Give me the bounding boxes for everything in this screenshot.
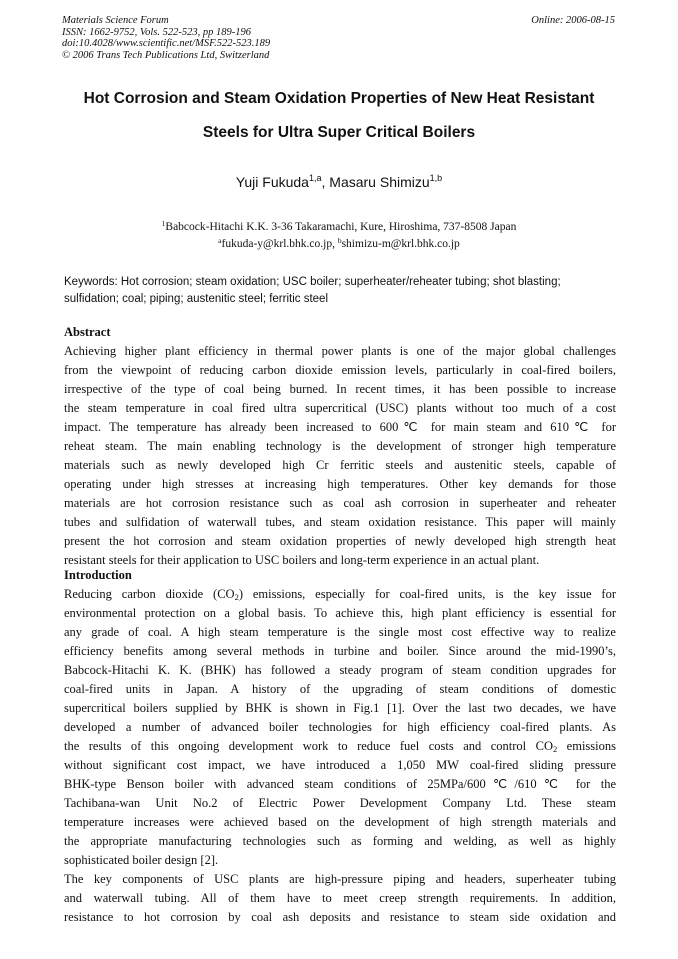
- text-line: any grade of coal. A high steam temperature is the single most cost effective way to realize: [64, 625, 616, 639]
- affiliation: [40, 221, 638, 233]
- online-date: Online: 2006-08-15: [531, 15, 615, 26]
- text-line: and waterwall tubing. All of them have to meet creep strength requirements. In addition,: [64, 891, 616, 905]
- text-line: [64, 585, 616, 604]
- paper-title-line-2: Steels for Ultra Super Critical Boilers: [202, 124, 476, 141]
- text-line: operating under high stresses at increasing high temperatures. Other key demands for those: [64, 477, 616, 491]
- text-line: tubes and sulfidation of waterwall tubes, and steam oxidation resistance. This paper will mainly: [64, 515, 616, 529]
- abstract-section: [64, 323, 616, 570]
- email-marker: a: [218, 236, 222, 245]
- journal-copyright: © 2006 Trans Tech Publications Ltd, Switzerland: [62, 49, 270, 61]
- text-line: the appropriate manufacturing technologies such as forming and welding, as well as highly: [64, 834, 616, 848]
- text-run: Reducing carbon dioxide (CO: [64, 587, 235, 601]
- text-line: irrespective of the type of coal being burned. In recent times, it has been possible to increase: [64, 382, 616, 396]
- text-run: emissions: [557, 739, 616, 753]
- journal-name: Materials Science Forum: [62, 15, 169, 26]
- text-line: Babcock-Hitachi K. K. (BHK) has followed a steady program of steam condition upgrades for: [64, 663, 616, 677]
- email-marker: b: [337, 236, 342, 245]
- text-line: without significant cost impact, we have introduced a 1,050 MW coal-fired sliding pressure: [64, 758, 616, 772]
- journal-issn: ISSN: 1662-9752, Vols. 522-523, pp 189-196: [62, 26, 251, 38]
- text-line: BHK-type Benson boiler with advanced steam conditions of 25MPa/600℃/610℃ for the: [64, 777, 616, 791]
- subscript: 2: [234, 592, 239, 602]
- journal-header: [62, 15, 615, 61]
- text-line: Achieving higher plant efficiency in thermal power plants is one of the major global challenges: [64, 344, 616, 358]
- text-line: The key components of USC plants are high-pressure piping and headers, superheater tubing: [64, 872, 616, 886]
- text-run: the results of this ongoing development work to reduce fuel costs and control CO: [64, 739, 553, 753]
- author-separator: ,: [321, 174, 330, 190]
- text-run: ) emissions, especially for coal-fired units, is the key issue for: [238, 587, 616, 601]
- text-line: from the viewpoint of reducing carbon dioxide emission levels, particularly in coal-fired boilers,: [64, 363, 616, 377]
- text-line: resistant steels for their application to USC boilers and long-term experience in an actual plant.: [64, 553, 540, 567]
- text-line: the steam temperature in coal fired ultra supercritical (USC) plants without too much of a cost: [64, 401, 616, 415]
- text-line: Tachibana-wan Unit No.2 of Electric Power Development Company Ltd. These steam: [64, 796, 616, 810]
- text-line: environmental protection on a global basis. To achieve this, high plant efficiency is essential for: [64, 606, 616, 620]
- email-link[interactable]: fukuda-y@krl.bhk.co.jp,: [221, 238, 338, 250]
- text-line: materials are hot corrosion resistance such as coal ash corrosion in superheater and reheater: [64, 496, 616, 510]
- author-affiliation-marker: 1,a: [308, 173, 322, 183]
- text-line: coal-fired units in Japan. A history of the upgrading of steam conditions of domestic: [64, 682, 616, 696]
- subscript: 2: [552, 744, 558, 754]
- affiliation-marker: 1: [161, 219, 166, 228]
- journal-doi: doi:10.4028/www.scientific.net/MSF.522-523.189: [62, 38, 271, 49]
- text-line: materials such as newly developed high Cr ferritic steels and austenitic steels, capable of: [64, 458, 616, 472]
- keywords: Keywords: Hot corrosion; steam oxidation; USC boiler; superheater/reheater tubing; shot blasting; sulfidation; coal; piping; austenitic steel; ferritic steel: [64, 276, 561, 305]
- text-line: resistance to hot corrosion by coal ash deposits and resistance to steam side oxidation and: [64, 910, 616, 924]
- text-line: efficiency benefits among several methods in turbine and boiler. Since around the mid-1990’s,: [64, 644, 616, 658]
- author-name: Yuji Fukuda: [235, 174, 309, 190]
- text-line: developed a number of advanced boiler technologies for high efficiency coal-fired plants. As: [64, 720, 616, 734]
- introduction-section: [64, 566, 616, 927]
- author-emails: [40, 238, 638, 250]
- email-link[interactable]: shimizu-m@krl.bhk.co.jp: [341, 238, 460, 250]
- author-list: [40, 174, 638, 190]
- text-line: temperature increases were achieved based on the development of high strength materials and: [64, 815, 616, 829]
- author-affiliation-marker: 1,b: [429, 173, 443, 183]
- section-heading: Abstract: [64, 325, 111, 339]
- section-heading: Introduction: [64, 568, 132, 582]
- author-name: Masaru Shimizu: [329, 174, 430, 190]
- affiliation-address: Babcock-Hitachi K.K. 3-36 Takaramachi, Kure, Hiroshima, 737-8508 Japan: [165, 221, 517, 233]
- text-line: [64, 737, 616, 756]
- text-line: sophisticated boiler design [2].: [64, 853, 219, 867]
- text-line: supercritical boilers supplied by BHK is shown in Fig.1 [1]. Over the last two decades, we have: [64, 701, 616, 715]
- paper-title-line-1: Hot Corrosion and Steam Oxidation Properties of New Heat Resistant: [83, 90, 595, 107]
- text-line: reheat steam. The main enabling technology is the development of stronger high temperature: [64, 439, 616, 453]
- text-line: present the hot corrosion and steam oxidation properties of newly developed high strength heat: [64, 534, 616, 548]
- text-line: impact. The temperature has already been increased to 600℃ for main steam and 610℃ for: [64, 420, 616, 434]
